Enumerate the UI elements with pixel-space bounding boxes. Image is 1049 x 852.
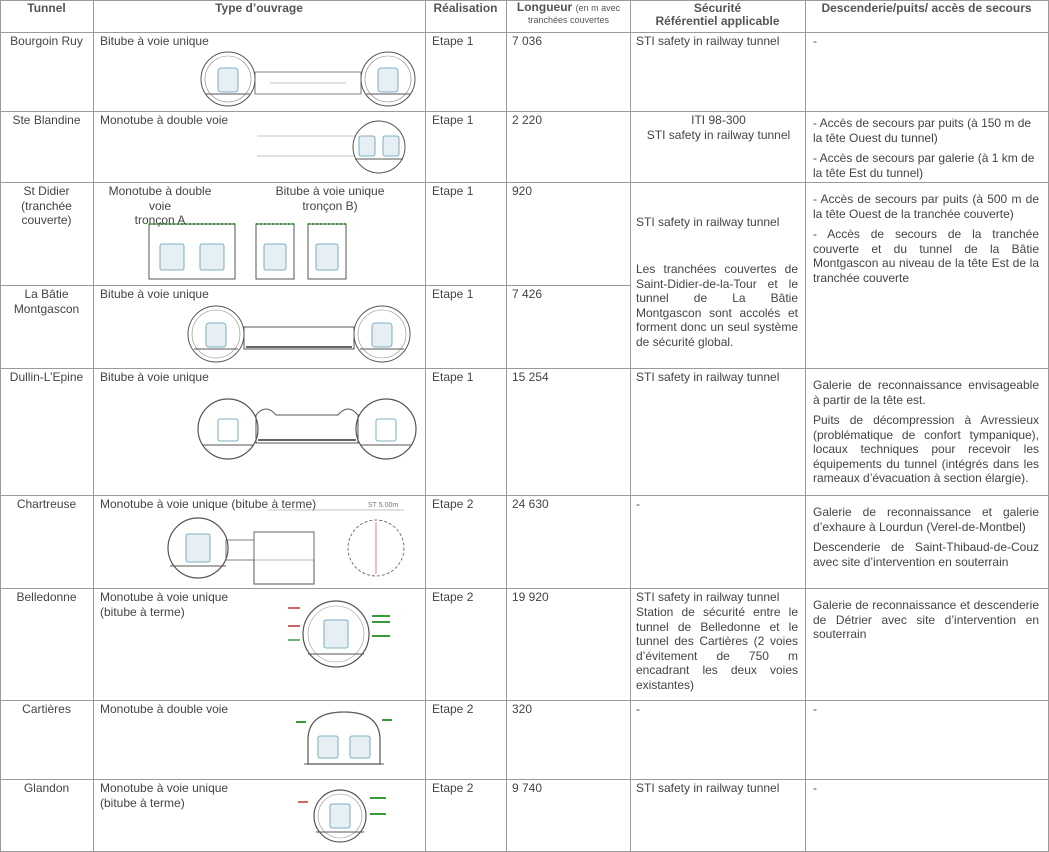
cell-securite: STI safety in railway tunnel [636, 34, 780, 48]
cell-type: Monotube à voie unique (bitube à terme) [100, 590, 229, 619]
table-rule [0, 495, 1049, 496]
table-rule [0, 111, 1049, 112]
cell-securite-note: Les tranchées couvertes de Saint-Didier-de-la-Tour et le tunnel de La Bâtie Montgascon sont accolés et forment donc un seul système de sécurité global. [636, 262, 798, 349]
acces-item: - [813, 34, 817, 48]
table-rule [0, 0, 1, 852]
table-rule [0, 368, 1049, 369]
cell-etape: Etape 2 [432, 702, 474, 716]
cell-type: Monotube à double voie [100, 113, 229, 127]
cell-longueur: 9 740 [512, 781, 543, 795]
cell-securite: - [636, 497, 640, 511]
acces-item: - Accès de secours de la tranchée couverte et du tunnel de la Bâtie Montgascon au niveau de la tête Est de la tranchée couverte [813, 227, 1039, 285]
cell-acces [813, 505, 1039, 575]
header-longueur-note: (en m avec tranchées couvertes [527, 3, 621, 25]
cell-securite: STI safety in railway tunnel [636, 590, 780, 604]
cell-acces [813, 192, 1039, 291]
cell-longueur: 24 630 [512, 497, 549, 511]
cell-type: Monotube à voie unique (bitube à terme) [100, 781, 229, 810]
acces-item: Galerie de reconnaissance envisageable à partir de la tête est. [813, 378, 1039, 407]
acces-item: - Accès de secours par puits (à 150 m de la tête Ouest du tunnel) [813, 116, 1032, 145]
cell-tunnel: Bourgoin Ruy [10, 34, 83, 48]
cell-tunnel: Belledonne [16, 590, 77, 604]
cell-type: Monotube à double voie tronçon A [108, 184, 212, 227]
cell-tunnel: Glandon [23, 781, 70, 795]
header-type: Type d’ouvrage [215, 1, 303, 15]
acces-item: - [813, 702, 817, 716]
cell-acces [813, 378, 1039, 492]
cell-acces [813, 34, 1041, 55]
cell-tunnel: Cartières [22, 702, 71, 716]
acces-item: - Accès de secours par puits (à 500 m de la tête Ouest de la tranchée couverte) [813, 192, 1039, 221]
bitube-section-drawing [186, 303, 412, 365]
header-longueur-label: Longueur [516, 0, 573, 14]
header-longueur [507, 2, 630, 26]
monotube-cartieres-drawing [294, 706, 394, 774]
cell-longueur: 15 254 [512, 370, 549, 384]
table-rule [425, 0, 426, 852]
acces-item: Descenderie de Saint-Thibaud-de-Couz avec site d’intervention en souterrain [813, 540, 1039, 569]
cell-tunnel: Ste Blandine [12, 113, 81, 127]
cell-etape: Etape 2 [432, 590, 474, 604]
table-rule [0, 700, 1049, 701]
cell-securite: - [636, 702, 640, 716]
cell-securite: STI safety in railway tunnel [636, 215, 780, 229]
cell-tunnel: St Didier (tranchée couverte) [21, 184, 72, 227]
cell-acces [813, 702, 1041, 723]
acces-item: - [813, 781, 817, 795]
acces-item: Puits de décompression à Avressieux (problématique de confort tympanique), locaux techniques pour recevoir les équipements du tunnel (intégrés dans les rameaux d’évacuation à section élargie). [813, 413, 1039, 485]
bitube-section-drawing [200, 50, 416, 108]
cell-tunnel: Chartreuse [16, 497, 77, 511]
cell-type: Bitube à voie unique [100, 370, 209, 384]
acces-item: Galerie de reconnaissance et galerie d’exhaure à Lourdun (Verel-de-Montbel) [813, 505, 1039, 534]
cell-type: Monotube à voie unique (bitube à terme) [100, 497, 317, 511]
cell-securite: ITI 98-300 STI safety in railway tunnel [646, 113, 791, 142]
cell-etape: Etape 2 [432, 781, 474, 795]
header-tunnel: Tunnel [27, 1, 66, 15]
drawing-label: ST 5.00m [368, 502, 399, 509]
cell-longueur: 320 [512, 702, 533, 716]
cell-longueur: 7 036 [512, 34, 543, 48]
cell-type-b: Bitube à voie unique tronçon B) [275, 184, 385, 213]
table-rule [0, 32, 1049, 33]
cell-securite: STI safety in railway tunnel [636, 781, 780, 795]
cell-tunnel: La Bâtie Montgascon [13, 287, 80, 316]
acces-item: - Accès de secours par galerie (à 1 km de la tête Est du tunnel) [813, 151, 1035, 180]
cell-longueur: 19 920 [512, 590, 549, 604]
monotube-belledonne-drawing [286, 596, 396, 672]
cell-securite: STI safety in railway tunnel [636, 370, 780, 384]
monotube-double-drawing [255, 120, 410, 178]
cell-type: Bitube à voie unique [100, 34, 209, 48]
cell-longueur: 7 426 [512, 287, 543, 301]
cell-acces [813, 598, 1039, 648]
table-rule [506, 0, 507, 852]
cell-etape: Etape 1 [432, 287, 474, 301]
cell-etape: Etape 2 [432, 497, 474, 511]
table-rule [630, 0, 631, 852]
cell-etape: Etape 1 [432, 184, 474, 198]
cell-type: Monotube à double voie [100, 702, 229, 716]
acces-item: Galerie de reconnaissance et descenderie de Détrier avec site d’intervention en souterrain [813, 598, 1039, 641]
cell-securite-note: Station de sécurité entre le tunnel de Belledonne et le tunnel des Cartières (2 voies d’évitement de 750 m encadrant les deux voies existantes) [636, 605, 798, 692]
table-rule [0, 285, 630, 286]
cell-acces [813, 116, 1041, 186]
header-acces: Descenderie/puits/ accès de secours [821, 1, 1032, 15]
cell-type: Bitube à voie unique [100, 287, 209, 301]
cell-acces [813, 781, 1041, 802]
cell-etape: Etape 1 [432, 34, 474, 48]
header-realisation: Réalisation [433, 1, 498, 15]
table-rule [0, 588, 1049, 589]
cell-etape: Etape 1 [432, 113, 474, 127]
monotube-chartreuse-drawing [168, 508, 412, 586]
table-rule [805, 0, 806, 852]
header-securite: Sécurité Référentiel applicable [655, 1, 780, 28]
monotube-glandon-drawing [296, 784, 390, 848]
cell-tunnel: Dullin-L’Epine [9, 370, 84, 384]
cell-etape: Etape 1 [432, 370, 474, 384]
table-rule [0, 779, 1049, 780]
cell-longueur: 2 220 [512, 113, 543, 127]
cell-longueur: 920 [512, 184, 533, 198]
table-rule [93, 0, 94, 852]
tranchee-couverte-drawing [148, 218, 358, 282]
bitube-rameau-drawing [196, 395, 418, 465]
